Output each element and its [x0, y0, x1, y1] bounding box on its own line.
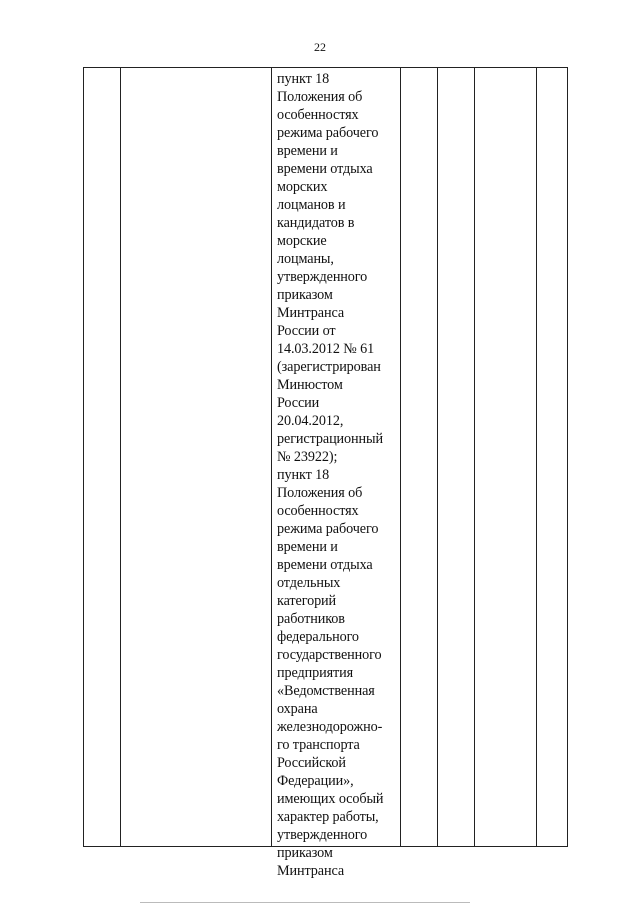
cell-text-line: времени и [277, 539, 338, 555]
cell-text-line: кандидатов в [277, 215, 355, 231]
cell-text-line: Федерации», [277, 773, 354, 789]
page-number: 22 [314, 40, 326, 54]
cell-text-line: федерального [277, 629, 359, 645]
table-column-divider [536, 68, 537, 846]
cell-text-line: «Ведомственная [277, 683, 375, 699]
cell-text-line: Минтранса [277, 863, 345, 879]
cell-text-line: предприятия [277, 665, 354, 681]
cell-text-line: России [277, 395, 320, 411]
cell-text-line: характер работы, [277, 809, 379, 825]
page-bottom-rule [140, 902, 470, 903]
cell-text-line: Положения об [277, 485, 363, 501]
cell-text-line: Минтранса [277, 305, 345, 321]
table-column-divider [271, 68, 272, 846]
cell-text-line: пункт 18 [277, 467, 330, 483]
table-column-divider [437, 68, 438, 846]
cell-text-line: (зарегистрирован [277, 359, 381, 375]
cell-text-line: утвержденного [277, 827, 368, 843]
cell-text-line: приказом [277, 845, 333, 861]
cell-text-line: утвержденного [277, 269, 368, 285]
table-column-divider [474, 68, 475, 846]
table-column-divider [120, 68, 121, 846]
cell-text-line: охрана [277, 701, 318, 717]
cell-text-line: 14.03.2012 № 61 [277, 341, 375, 357]
cell-text-line: го транспорта [277, 737, 360, 753]
cell-text-line: работников [277, 611, 345, 627]
regulation-table [83, 67, 568, 879]
cell-text-line: особенностях [277, 107, 359, 123]
cell-text-line: лоцманов и [277, 197, 346, 213]
cell-text-line: морские [277, 233, 327, 249]
cell-text-line: времени и [277, 143, 338, 159]
cell-text-line: приказом [277, 287, 333, 303]
cell-text-line: времени отдыха [277, 557, 373, 573]
cell-text-line: морских [277, 179, 328, 195]
cell-text-line: России от [277, 323, 336, 339]
cell-text-line: Положения об [277, 89, 363, 105]
cell-text-line: № 23922); [277, 449, 338, 465]
cell-text-line: режима рабочего [277, 125, 379, 141]
cell-text-line: особенностях [277, 503, 359, 519]
table-column-divider [400, 68, 401, 846]
cell-text-line: отдельных [277, 575, 341, 591]
cell-text-line: регистрационный [277, 431, 383, 447]
cell-text-line: категорий [277, 593, 337, 609]
cell-text-line: пункт 18 [277, 71, 330, 87]
table-cell-legal-basis [277, 70, 399, 880]
cell-text-line: имеющих особый [277, 791, 384, 807]
cell-text-line: времени отдыха [277, 161, 373, 177]
cell-text-line: режима рабочего [277, 521, 379, 537]
cell-text-line: лоцманы, [277, 251, 334, 267]
cell-text-line: Российской [277, 755, 346, 771]
cell-text-line: 20.04.2012, [277, 413, 344, 429]
cell-text-line: железнодорожно- [277, 719, 383, 735]
cell-text-line: государственного [277, 647, 382, 663]
cell-text-line: Минюстом [277, 377, 343, 393]
